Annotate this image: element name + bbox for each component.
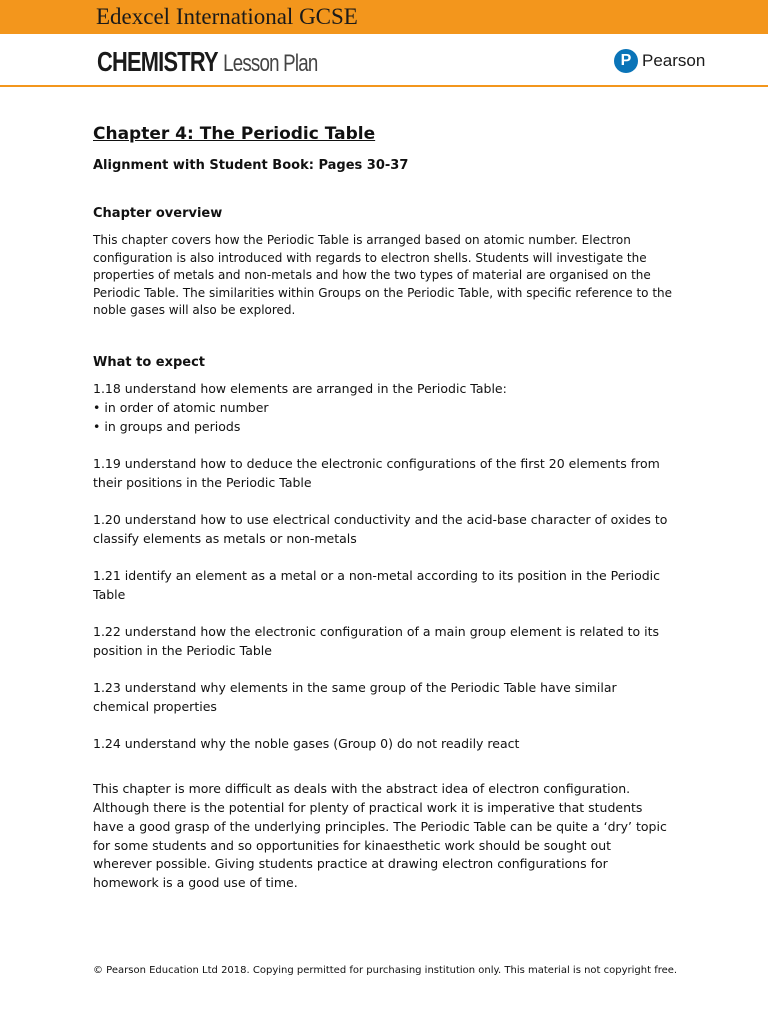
alignment-note: Alignment with Student Book: Pages 30-37 [93, 158, 409, 173]
closing-paragraph: This chapter is more difficult as deals with the abstract idea of electron configuration. Although there is the potential for plenty of practical work it is imperative that students have a good grasp of the underlying principles. The Periodic Table can be quite a ‘dry’ topic for some students and so opportunities for kinaesthetic work should be sought out wherever possible. Giving students practice at drawing electron configurations for homework is a good use of time. [93, 781, 667, 891]
header-banner [0, 0, 768, 34]
header-divider [0, 85, 768, 87]
pearson-logo [614, 47, 705, 75]
subject-title [97, 46, 318, 80]
overview-paragraph: This chapter covers how the Periodic Table is arranged based on atomic number. Electron configuration is also introduced with regards to electron shells. Students will investigate the properties of metals and non-metals and how the two types of material are organised on the Periodic Table. The similarities within Groups on the Periodic Table, with specific reference to the noble gases will also be explored. [93, 233, 673, 318]
objective-item [93, 380, 673, 436]
objective-text: 1.23 understand why elements in the same group of the Periodic Table have similar chemical properties [93, 680, 617, 715]
page-content [93, 122, 673, 893]
pearson-logo-icon: P [614, 49, 638, 73]
document-header [0, 34, 768, 86]
objective-item [93, 455, 673, 493]
series-title: Edexcel International GCSE [96, 4, 358, 29]
chapter-title: Chapter 4: The Periodic Table [93, 124, 376, 144]
objective-item [93, 511, 673, 549]
objective-text: 1.19 understand how to deduce the electronic configurations of the first 20 elements from their positions in the Periodic Table [93, 455, 660, 490]
objective-bullet: • in order of atomic number [93, 399, 269, 415]
objective-text: 1.22 understand how the electronic configuration of a main group element is related to its position in the Periodic Table [93, 624, 660, 658]
expect-heading: What to expect [93, 354, 206, 370]
objective-item [93, 679, 673, 717]
overview-heading: Chapter overview [93, 206, 223, 221]
subject-name: CHEMISTRY [97, 46, 218, 77]
document-type: Lesson Plan [223, 50, 318, 77]
objective-item [93, 735, 673, 754]
objective-text: 1.18 understand how elements are arranged in the Periodic Table: [93, 380, 507, 396]
objective-item [93, 623, 673, 661]
objective-text: 1.21 identify an element as a metal or a non-metal according to its position in the Periodic Table [93, 568, 661, 602]
objective-text: 1.20 understand how to use electrical conductivity and the acid-base character of oxides to classify elements as metals or non-metals [93, 511, 668, 546]
objective-item [93, 567, 673, 605]
objective-bullet: • in groups and periods [93, 418, 241, 434]
objective-text: 1.24 understand why the noble gases (Group 0) do not readily react [93, 736, 520, 752]
pearson-logo-text: Pearson [642, 51, 706, 70]
objectives-list [93, 380, 673, 754]
copyright-footer: © Pearson Education Ltd 2018. Copying permitted for purchasing institution only. This material is not copyright free. [93, 965, 678, 976]
